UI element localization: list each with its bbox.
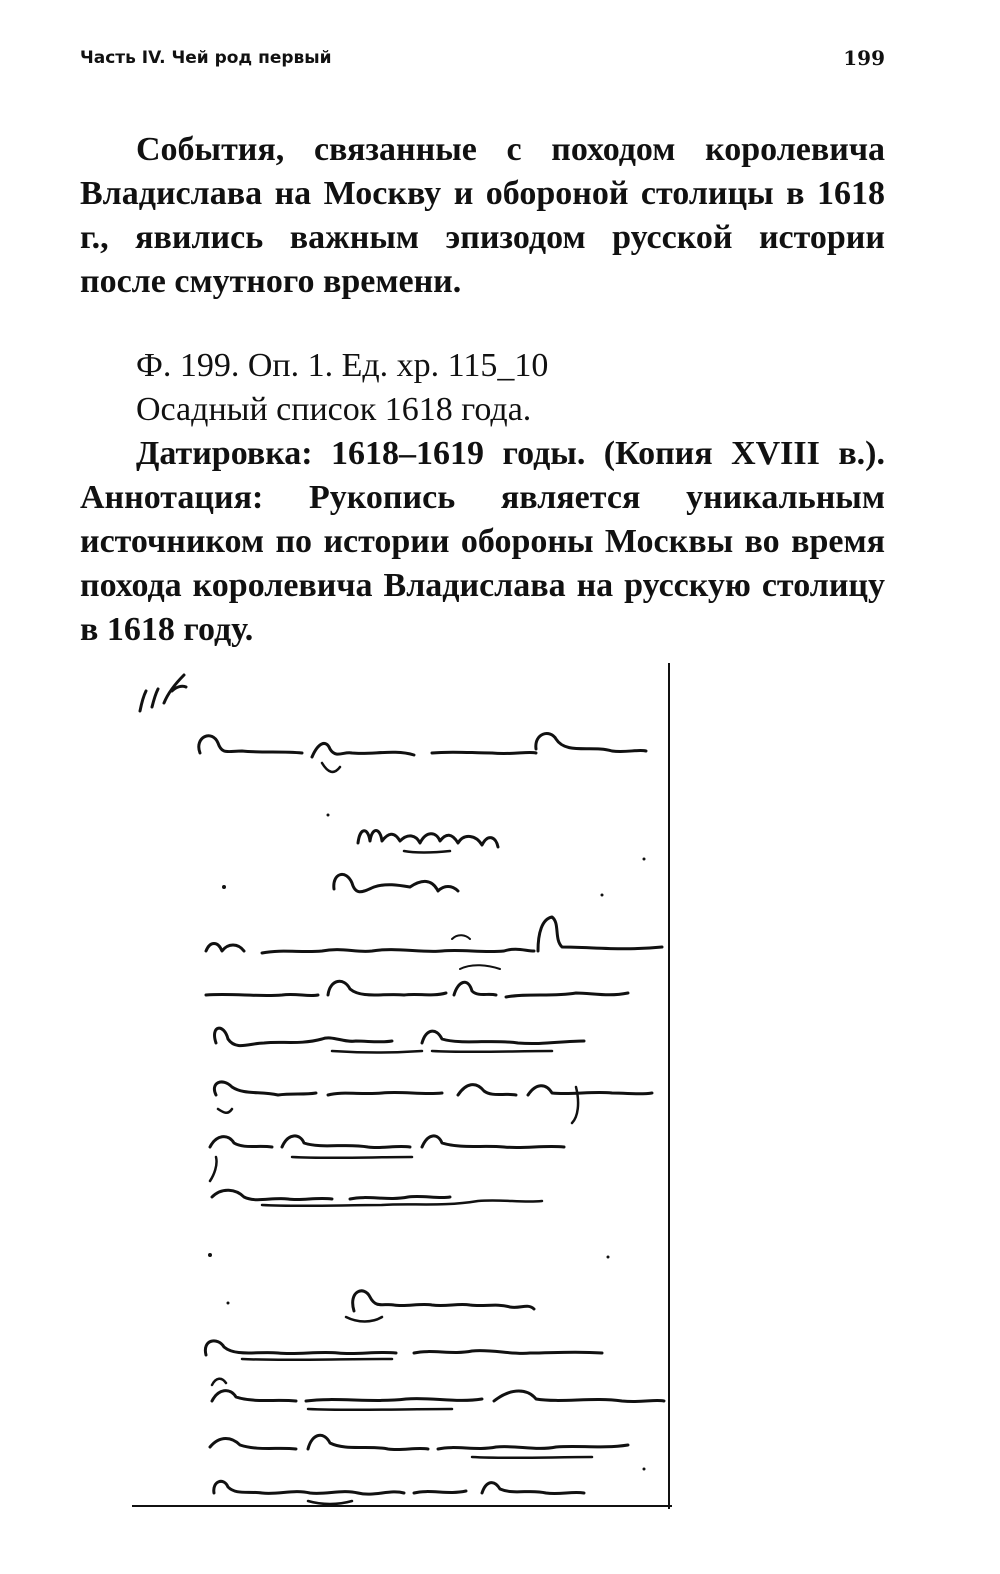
archive-reference: Ф. 199. Оп. 1. Ед. хр. 115_10 (136, 347, 549, 384)
document-annotation: Датировка: 1618–1619 годы. (Копия XVIII в.). Аннотация: Рукопись является уникальным источником по истории обороны Москвы во время похода королевича Владислава на русскую столицу в 1618 году. (80, 435, 885, 648)
section-title: Часть IV. Чей род первый (80, 48, 332, 68)
running-head (80, 46, 885, 74)
manuscript-image (132, 663, 672, 1509)
scan-specks (208, 814, 646, 1471)
document-title: Осадный список 1618 года. (136, 391, 532, 428)
lead-paragraph: События, связанные с походом королевича Владислава на Москву и обороной столицы в 1618 г., явились важным эпизодом русской истории после смутного времени. (80, 131, 885, 300)
archive-record (80, 344, 885, 652)
manuscript-scan (132, 663, 672, 1509)
page-number: 199 (843, 46, 885, 70)
handwriting-strokes (140, 675, 664, 1504)
